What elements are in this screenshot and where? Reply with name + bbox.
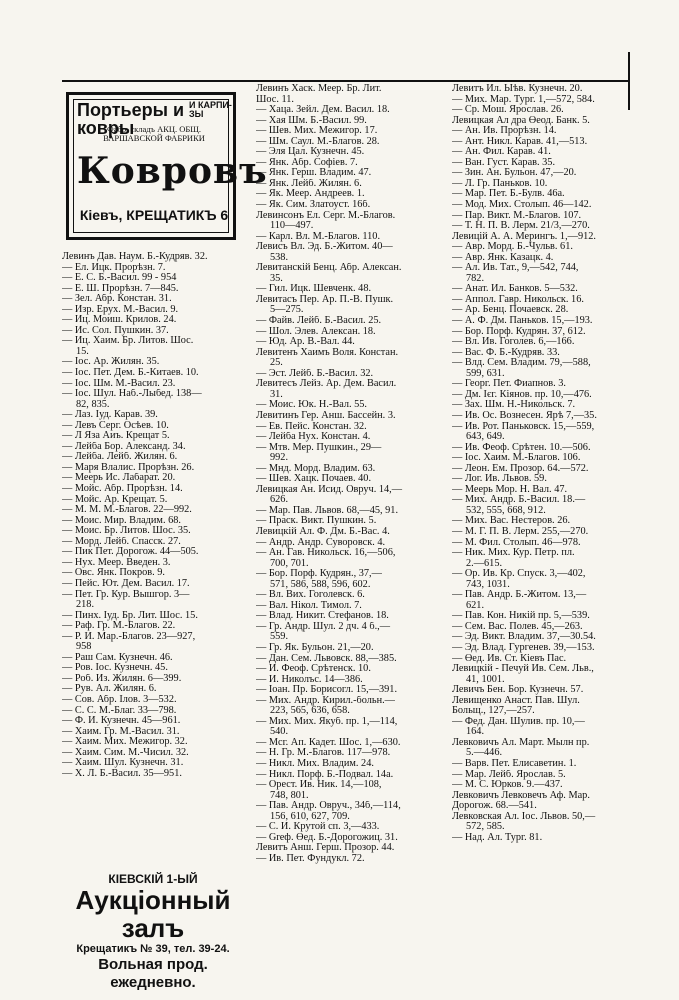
ad-auction-tagline: Вольная прод. ежедневно. — [98, 956, 208, 991]
directory-entry: — Юд. Ар. В.-Вал. 44. — [256, 337, 355, 348]
directory-entry: — Е. Ш. Прорѣзн. 7—845. — [62, 283, 179, 294]
directory-entry: — Пав. Андр. Б.-Житом. 13,— — [452, 590, 587, 601]
directory-entry: — Ан. Фил. Карав. 41. — [452, 147, 551, 158]
directory-entry: 31. — [270, 389, 283, 400]
directory-entry: 540. — [270, 727, 289, 738]
directory-entry: — Моис. Бр. Литов. Шос. 35. — [62, 526, 191, 537]
directory-entry: Левицкая Ан. Исид. Овруч. 14,— — [256, 484, 403, 495]
directory-entry: — Влд. Сем. Владим. 79,—588, — [452, 358, 591, 369]
directory-entry: — Роб. Из. Жилян. 6—399. — [62, 673, 182, 684]
directory-entry: — Н. Гр. М.-Благов. 117—978. — [256, 748, 391, 759]
directory-entry: — Ан. Гав. Никольск. 16,—506, — [256, 548, 396, 559]
directory-entry: — Зел. Абр. Констан. 31. — [62, 294, 172, 305]
directory-entry: — Ар. Бенц. Почаевск. 28. — [452, 305, 569, 316]
directory-entry: Левитъ Ил. Ыѣв. Кузнечн. 20. — [452, 84, 583, 94]
directory-entry: — Өед. Ив. Ст. Кіевъ Пас. — [452, 653, 567, 664]
directory-entry: 110—497. — [270, 221, 314, 232]
directory-entry: — Мар. Лейб. Ярослав. 5. — [452, 769, 566, 780]
directory-entry: — Иц. Моиш. Крилов. 24. — [62, 315, 177, 326]
directory-entry: — Бор. Порф. Кудрян. 37, 612. — [452, 326, 586, 337]
directory-entry: — Хаим. Шул. Кузнечн. 31. — [62, 758, 184, 769]
header-rule — [62, 80, 630, 82]
directory-entry: — Янк. Герш. Владим. 47. — [256, 168, 372, 179]
directory-entry: — Моис. Юк. Н.-Вал. 55. — [256, 400, 368, 411]
ad-auction-address: Крещатикъ № 39, тел. 39-24. — [76, 943, 230, 955]
directory-entry: 164. — [466, 727, 485, 738]
directory-entry: — Маря Влалис. Прорѣзн. 26. — [62, 462, 195, 473]
directory-entry: — Эля Цал. Кузнечн. 45. — [256, 147, 365, 158]
directory-entry: Шос. 11. — [256, 94, 294, 105]
directory-entry: — Никл. Мих. Владим. 24. — [256, 759, 374, 769]
directory-entry: — Ф. И. Кузнечн. 45—961. — [62, 716, 181, 727]
directory-entry: — Карл. Вл. М.-Благов. 110. — [256, 231, 381, 242]
directory-entry: — Ив. Рот. Паньковск. 15,—559, — [452, 421, 595, 432]
directory-entry: — Вл. Вих. Гоголевск. 6. — [256, 590, 365, 601]
directory-entry: — Ив. Ос. Вознесен. Ярѣ 7,—35. — [452, 410, 597, 421]
directory-entry: Левковичъ Левковечъ Аф. Мар. — [452, 790, 590, 801]
directory-entry: — Пав. Андр. Овруч., 34б,—114, — [256, 801, 401, 812]
directory-entry: 25. — [270, 358, 283, 369]
directory-entry: — Ев. Пейс. Констан. 32. — [256, 421, 367, 432]
directory-entry: — Зах. Шм. Н.-Никольск. 7. — [452, 400, 576, 411]
directory-entry: — С. И. Крутой сп. 3,—433. — [256, 822, 380, 833]
directory-entry: — Ал. Ив. Тат., 9,—542, 744, — [452, 263, 579, 274]
ad-address: Кіевъ, КРЕЩАТИКЪ 6 — [79, 207, 229, 223]
directory-entry: — Овс. Янк. Покров. 9. — [62, 568, 165, 579]
directory-entry: — Ср. Мош. Ярослав. 26. — [452, 105, 564, 116]
directory-entry: 743, 1031. — [466, 579, 510, 590]
directory-entry: — Мойс. Ар. Крещат. 5. — [62, 494, 168, 505]
directory-entry: — Е. С. Б.-Васил. 99 - 954 — [62, 273, 177, 284]
directory-entry: 599, 631. — [466, 368, 505, 379]
directory-entry: 538. — [270, 252, 289, 263]
directory-entry: — Эст. Лейб. Б.-Васил. 32. — [256, 368, 374, 379]
directory-entry: 748, 801. — [270, 790, 309, 801]
directory-entry: — Эд. Викт. Владим. 37,—30.54. — [452, 632, 596, 643]
directory-entry: Левицкій Ал. Ф. Дм. Б.-Вас. 4. — [256, 526, 390, 537]
directory-entry: — И. Феоф. Срѣтенск. 10. — [256, 664, 371, 675]
directory-entry: — Greф. Өед. Б.-Дорогожиц. 31. — [256, 832, 398, 843]
directory-entry: — Сов. Абр. Ілов. 3—532. — [62, 694, 177, 705]
directory-entry: 571, 586, 588, 596, 602. — [270, 579, 371, 590]
directory-entry: — Мих. Мих. Якуб. пр. 1,—114, — [256, 716, 398, 727]
directory-entry: — Зин. Ан. Бульон. 47,—20. — [452, 168, 577, 179]
directory-entry: Левисъ Вл. Эд. Б.-Житом. 40— — [256, 242, 393, 253]
directory-entry: — Бор. Порф. Кудрян., 37,— — [256, 569, 382, 580]
ad-auction-pre: КІЕВСКІЙ 1-ЫЙ — [108, 872, 198, 886]
directory-entry: — Шев. Хацк. Почаев. 40. — [256, 474, 372, 485]
directory-entry: — Мойс. Абр. Прорѣзн. 14. — [62, 484, 183, 495]
directory-entry: 559. — [270, 632, 289, 643]
directory-entry: 572, 585. — [466, 822, 505, 833]
directory-entry: — Меерь Ис. Лабарат. 20. — [62, 473, 176, 484]
directory-entry: — Файв. Лейб. Б.-Васил. 25. — [256, 316, 382, 327]
directory-entry: — Хая Шм. Б.-Васил. 99. — [256, 115, 367, 126]
directory-entry: — Ан. Ив. Прорѣзн. 14. — [452, 126, 557, 137]
directory-entry: Левицкій - Печуй Ив. Сем. Льв., — [452, 664, 594, 675]
directory-entry: Левинъ Хаск. Меер. Бр. Лит. — [256, 84, 382, 94]
directory-entry: — Гр. Як. Бульон. 21,—20. — [256, 642, 374, 653]
directory-entry: — Раф. Гр. М.-Благов. 22. — [62, 621, 176, 632]
directory-entry: — Як. Меер. Андреев. 1. — [256, 189, 365, 200]
directory-entry: — Иц. Хаим. Бр. Литов. Шос. — [62, 336, 194, 347]
directory-entry: — Фед. Дан. Шулив. пр. 10,— — [452, 716, 585, 727]
directory-entry: 218. — [76, 600, 95, 611]
directory-entry: — Ван. Густ. Карав. 35. — [452, 157, 556, 168]
directory-entry: — Мих. Вас. Нестеров. 26. — [452, 516, 571, 527]
directory-entry: — Авр. Морд. Б.-Чульв. 61. — [452, 242, 573, 253]
directory-entry: 621. — [466, 600, 485, 611]
directory-entry: 41, 1001. — [466, 674, 505, 685]
directory-entry: Левицій А. А. Мерингъ. 1,—912. — [452, 231, 596, 242]
directory-entry: — М. Фил. Столып. 46—978. — [452, 537, 581, 548]
directory-entry: 82, 835. — [76, 399, 110, 410]
directory-entry: — Іос. Шул. Наб.-Лыбед. 138— — [62, 389, 202, 400]
directory-entry: — Эд. Влад. Гургенев. 39,—153. — [452, 642, 595, 653]
directory-entry: Левитанскій Бенц. Абр. Алексан. — [256, 263, 402, 274]
directory-entry: — Ров. Іос. Кузнечн. 45. — [62, 663, 168, 674]
directory-entry: — Дм. Ієг. Кіянов. пр. 10,—476. — [452, 389, 592, 400]
directory-entry: — Хаца. Зейл. Дем. Васил. 18. — [256, 105, 390, 116]
directory-entry: — Пав. Кон. Никій пр. 5,—539. — [452, 611, 590, 622]
directory-entry: — Варв. Пет. Елисаветин. 1. — [452, 759, 577, 769]
directory-entry: — Ив. Феоф. Срѣтен. 10.—506. — [452, 442, 591, 453]
directory-entry: Левитесъ Лейз. Ар. Дем. Васил. — [256, 379, 397, 390]
directory-entry: — И. Николъс. 14—386. — [256, 674, 363, 685]
directory-entry: — Андр. Андр. Суворовск. 4. — [256, 537, 386, 548]
directory-entry: — А. Ф. Дм. Паньков. 15,—193. — [452, 316, 593, 327]
directory-entry: — Гил. Ицк. Шевченк. 48. — [256, 284, 372, 295]
directory-entry: — Орест. Ив. Ник. 14,—108, — [256, 780, 382, 791]
ad-auction-title: Аукціонный залъ — [75, 885, 231, 943]
directory-entry: — Як. Сим. Златоуст. 16б. — [256, 200, 371, 211]
directory-entry: — Янк. Лейб. Жилян. 6. — [256, 178, 362, 189]
directory-entry: — С. С. М.-Благ. 33—798. — [62, 705, 177, 716]
auction-advertisement — [62, 872, 244, 992]
directory-entry: Левичъ Бен. Бор. Кузнечн. 57. — [452, 685, 584, 696]
directory-entry: — Гр. Андр. Шул. 2 дч. 4 б.,— — [256, 621, 391, 632]
directory-entry: — Пар. Викт. М.-Благов. 107. — [452, 210, 582, 221]
directory-entry: — Ор. Ив. Кр. Спуск. 3,—402, — [452, 569, 586, 580]
directory-entry: 782. — [466, 273, 485, 284]
directory-entry: — Над. Ал. Тург. 81. — [452, 832, 543, 843]
directory-entry: 700, 701. — [270, 558, 309, 569]
directory-entry: — М. Г. П. В. Лерм. 255,—270. — [452, 526, 589, 537]
directory-entry: — Лейба. Лейб. Жилян. 6. — [62, 452, 178, 463]
directory-column-2 — [256, 84, 446, 864]
directory-entry: — Сем. Вас. Полев. 45,—263. — [452, 621, 583, 632]
directory-entry: — Іоан. Пр. Борисогл. 15,—391. — [256, 685, 398, 696]
directory-entry: Левинъ Дав. Наум. Б.-Кудряв. 32. — [62, 252, 208, 262]
directory-entry: 992. — [270, 453, 289, 464]
directory-entry: Левитасъ Пер. Ар. П.-В. Пушк. — [256, 294, 394, 305]
directory-entry: — Мих. Мар. Тург. 1,—572, 584. — [452, 94, 595, 105]
directory-entry: — Вас. Ф. Б.-Кудряв. 33. — [452, 347, 560, 358]
directory-entry: — Хаим. Мих. Межигор. 32. — [62, 737, 188, 748]
directory-entry: — Шол. Элев. Алексан. 18. — [256, 326, 376, 337]
directory-column-3 — [452, 84, 632, 843]
directory-entry: — Меерь Мор. Н. Вал. 47. — [452, 484, 568, 495]
directory-entry: — Изр. Ерух. М.-Васил. 9. — [62, 304, 179, 315]
directory-entry: — Ник. Мих. Кур. Петр. пл. — [452, 548, 575, 559]
directory-entry: — Мод. Мих. Столып. 46—142. — [452, 200, 592, 211]
directory-entry: — Морд. Лейб. Спасск. 27. — [62, 536, 181, 547]
directory-entry: — Вл. Ив. Гоголев. 6,—166. — [452, 337, 575, 348]
directory-entry: — Мар. Пав. Львов. 68,—45, 91. — [256, 505, 399, 516]
directory-entry: — Авр. Янк. Казацк. 4. — [452, 252, 554, 263]
directory-entry: — Ант. Никл. Карав. 41,—513. — [452, 136, 588, 147]
ad-small-text: И КАРПИ- ЗЫ — [189, 100, 232, 119]
directory-entry: — Шев. Мих. Межигор. 17. — [256, 126, 378, 137]
ad-brand: Ковровъ — [77, 150, 268, 192]
directory-entry: — М. С. Юрков. 9.—437. — [452, 780, 563, 791]
directory-entry: — Лейба Бор. Александ. 34. — [62, 441, 186, 452]
directory-entry: — Ив. Пет. Фундукл. 72. — [256, 853, 365, 864]
ad-factory-line: Фабр. складъ АКЦ. ОБЩ. ВАРШАВСКОЙ ФАБРИКИ — [103, 124, 205, 143]
directory-entry: Левищенко Анаст. Пав. Шул. — [452, 695, 580, 706]
directory-entry: Больщ., 127,—257. — [452, 706, 535, 717]
directory-entry: 5.—446. — [466, 748, 503, 759]
directory-entry: — Вал. Нікол. Тимол. 7. — [256, 600, 362, 611]
directory-entry: Левитинъ Гер. Анш. Бассейн. 3. — [256, 410, 396, 421]
directory-column-1 — [62, 252, 242, 779]
carpets-advertisement — [66, 92, 268, 240]
directory-entry: — Левъ Серг. Осѣев. 10. — [62, 420, 169, 431]
directory-entry: 5—275. — [270, 305, 304, 316]
directory-entry: 958 — [76, 642, 92, 653]
directory-entry: — Моис. Мир. Владим. 68. — [62, 515, 181, 526]
directory-entry: — Праск. Викт. Пушкин. 5. — [256, 516, 377, 527]
directory-entry: — Лог. Ив. Львов. 59. — [452, 474, 547, 485]
directory-entry: — Рув. Ал. Жилян. 6. — [62, 684, 157, 695]
directory-entry: — Хаим. Сим. М.-Чисил. 32. — [62, 747, 189, 758]
directory-entry: — Дан. Сем. Львовск. 88,—385. — [256, 653, 397, 664]
directory-entry: Левковичъ Ал. Март. Мылн пр. — [452, 737, 590, 748]
directory-entry: 223, 565, 636, 658. — [270, 706, 350, 717]
ad-headline: Портьеры и ковры — [77, 100, 185, 138]
directory-entry: — Влад. Никит. Стефанов. 18. — [256, 611, 389, 622]
directory-entry: — Ис. Сол. Пушкин. 37. — [62, 325, 169, 336]
directory-entry: — Раш Сам. Кузнечн. 46. — [62, 652, 173, 663]
directory-entry: — Р. И. Мар.-Благов. 23—927, — [62, 631, 196, 642]
directory-entry: Левитенъ Хаимъ Воля. Констан. — [256, 347, 399, 358]
directory-entry: — Пет. Гр. Кур. Вышгор. 3— — [62, 589, 190, 600]
directory-entry: — Т. Н. П. В. Лерм. 21/3,—270. — [452, 221, 590, 232]
directory-entry: Левковская Ал. Іос. Львов. 50,— — [452, 811, 596, 822]
directory-entry: — Нух. Меер. Введен. 3. — [62, 557, 171, 568]
directory-entry: 15. — [76, 346, 89, 357]
directory-entry: — Іос. Шм. М.-Васил. 23. — [62, 378, 176, 389]
directory-entry: — Х. Л. Б.-Васил. 35—951. — [62, 768, 182, 779]
directory-entry: — Аппол. Гавр. Никольск. 16. — [452, 294, 584, 305]
directory-entry: 643, 649. — [466, 432, 505, 443]
directory-entry: — Іос. Пет. Дем. Б.-Китаев. 10. — [62, 368, 199, 379]
directory-entry: 532, 555, 668, 912. — [466, 505, 546, 516]
directory-entry: — Лаз. Іуд. Карав. 39. — [62, 410, 158, 421]
directory-entry: 626. — [270, 495, 289, 506]
directory-entry: — М. М. М.-Благов. 22—992. — [62, 505, 192, 516]
directory-entry: — Георг. Пет. Фиапнов. 3. — [452, 379, 566, 390]
directory-entry: — Лейба Нух. Констан. 4. — [256, 432, 371, 443]
directory-entry: — Пинх. Іуд. Бр. Лит. Шос. 15. — [62, 610, 198, 621]
directory-entry: 156, 610, 627, 709. — [270, 811, 350, 822]
directory-entry: 35. — [270, 273, 283, 284]
directory-entry: — Пейс. Ют. Дем. Васил. 17. — [62, 578, 190, 589]
directory-entry: — Никл. Порф. Б.-Подвал. 14а. — [256, 769, 394, 780]
directory-entry: Дорогож. 68.—541. — [452, 801, 537, 812]
directory-entry: — Анат. Ил. Банков. 5—532. — [452, 284, 578, 295]
directory-entry: Левицкая Ал дра Өеод. Банк. 5. — [452, 115, 590, 126]
directory-entry: — Мих. Андр. Кирил.-больн.— — [256, 695, 395, 706]
directory-entry: — Мтв. Мер. Пушкин., 29— — [256, 442, 382, 453]
directory-entry: — Іос. Ар. Жилян. 35. — [62, 357, 160, 368]
directory-entry: Левинсонъ Ел. Серг. М.-Благов. — [256, 210, 396, 221]
directory-entry: — Мсг. Ап. Кадет. Шос. 1,—630. — [256, 737, 401, 748]
directory-entry: — Шм. Саул. М.-Благов. 28. — [256, 136, 380, 147]
directory-entry: — Мнд. Морд. Владим. 63. — [256, 463, 376, 474]
directory-entry: 2.—615. — [466, 558, 503, 569]
directory-entry: — Леон. Ем. Прозор. 64.—572. — [452, 463, 589, 474]
directory-entry: — Л Яза Аиъ. Крещат 5. — [62, 431, 170, 442]
directory-entry: — Пик Пет. Дорогож. 44—505. — [62, 547, 199, 558]
directory-entry: — Ел. Ицк. Прорѣзн. 7. — [62, 262, 166, 273]
directory-entry: — Янк. Абр. Софіев. 7. — [256, 157, 358, 168]
directory-entry: — Л. Гр. Паньков. 10. — [452, 178, 548, 189]
directory-entry: — Мар. Пет. Б.-Булв. 46а. — [452, 189, 565, 200]
directory-entry: — Мих. Андр. Б.-Васил. 18.— — [452, 495, 586, 506]
directory-entry: — Іос. Хаим. М.-Благов. 106. — [452, 453, 581, 464]
directory-entry: — Хаим. Гр. М.-Васил. 31. — [62, 726, 180, 737]
directory-entry: Левитъ Анш. Герш. Прозор. 44. — [256, 843, 395, 854]
